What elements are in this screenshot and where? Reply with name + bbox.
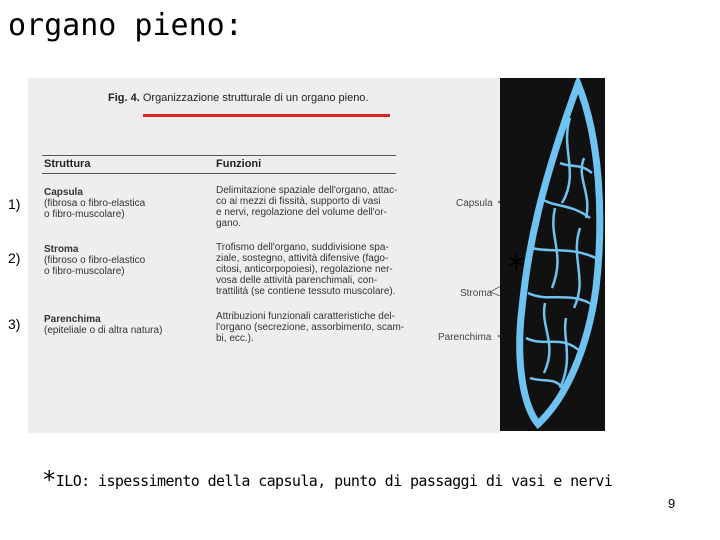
label-stroma: Stroma <box>460 288 493 299</box>
row-number-2: 2) <box>8 250 21 266</box>
table-row-parenchima-structure: Parenchima (epiteliale o di altra natura) <box>44 314 163 336</box>
table-row-parenchima-functions: Attribuzioni funzionali caratteristiche del- l'organo (secrezione, assorbimento, scam- bi, ecc.). <box>216 311 405 344</box>
table-row-capsula-structure: Capsula (fibrosa o fibro-elastica o fibro-muscolare) <box>44 187 146 220</box>
page-number: 9 <box>668 496 676 511</box>
table-row-capsula-functions: Delimitazione spaziale dell'organo, attac- co ai mezzi di fissità, supporto di vasi e nervi, regolazione del volume dell'or- gano. <box>216 185 398 229</box>
table-row-stroma-functions: Trofismo dell'organo, suddivisione spa- ziale, sostegno, attività difensive (fago- citosi, anticorpopoiesi), regolazione ner- vosa delle attività parenchimali, con- trattilità (se contiene tessuto muscolare). <box>216 242 396 297</box>
leader-lines <box>28 78 500 433</box>
row-number-3: 3) <box>8 316 21 332</box>
slide-title: organo pieno: <box>8 8 243 43</box>
header-funzioni: Funzioni <box>216 158 262 170</box>
label-parenchima: Parenchima <box>438 332 492 343</box>
label-capsula: Capsula <box>456 198 493 209</box>
footnote-star: * <box>42 466 56 494</box>
footnote-text: ILO: ispessimento della capsula, punto di passaggi di vasi e nervi <box>55 472 613 490</box>
table-row-stroma-structure: Stroma (fibroso o fibro-elastico o fibro-muscolare) <box>44 244 146 277</box>
figure-caption-label: Fig. 4. <box>108 92 140 104</box>
header-struttura: Struttura <box>44 158 91 170</box>
ilo-marker-star: * <box>508 248 525 288</box>
footnote <box>42 466 612 494</box>
row-number-1: 1) <box>8 196 21 212</box>
figure-caption-text: Organizzazione strutturale di un organo pieno. <box>142 92 369 104</box>
scanned-figure <box>28 78 500 433</box>
